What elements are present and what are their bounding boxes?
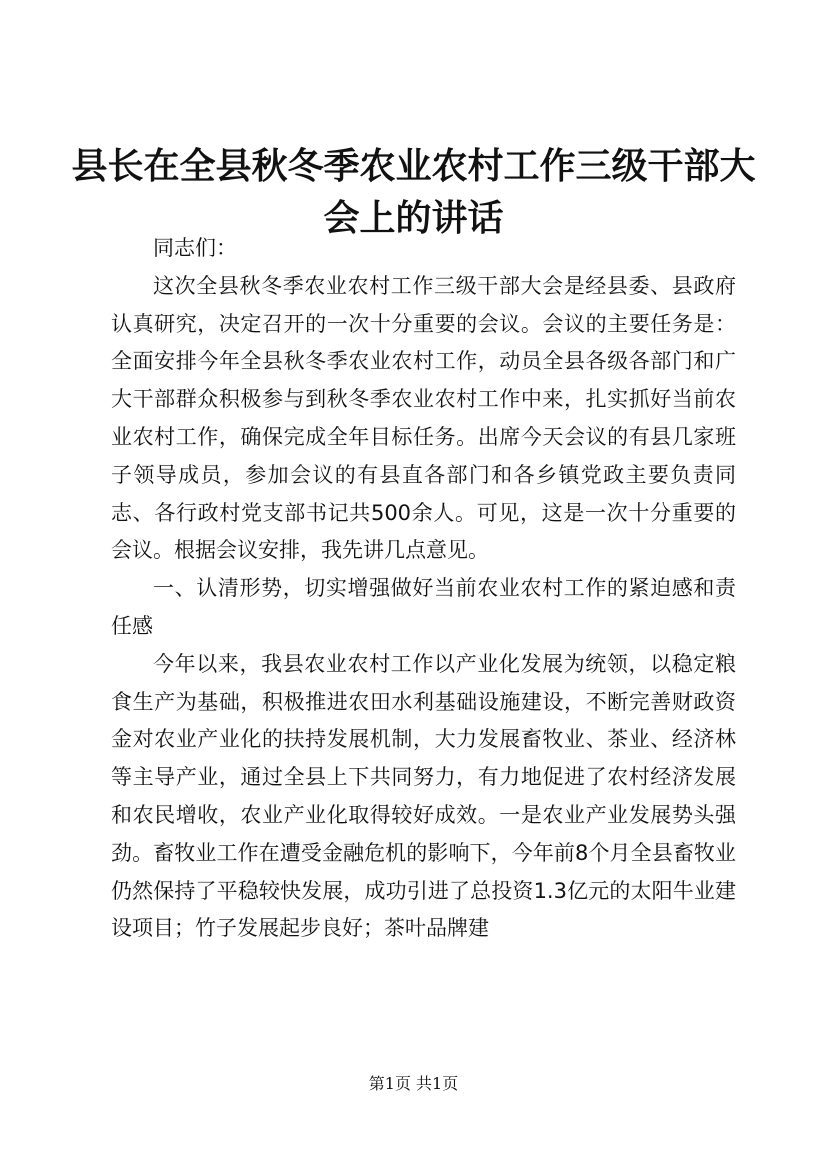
intro-paragraph: 这次全县秋冬季农业农村工作三级干部大会是经县委、县政府认真研究，决定召开的一次十分重要的会议。会议的主要任务是：全面安排今年全县秋冬季农业农村工作，动员全县各级各部门和广大干部群众积极参与到秋冬季农业农村工作中来，扎实抓好当前农业农村工作，确保完成全年目标任务。出席今天会议的有县几家班子领导成员，参加会议的有县直各部门和各乡镇党政主要负责同志、各行政村党支部书记共500余人。可见，这是一次十分重要的会议。根据会议安排，我先讲几点意见。 [111,273,736,563]
page-footer: 第1页 共1页 [368,1074,459,1093]
section-heading-paragraph: 一、认清形势，切实增强做好当前农业农村工作的紧迫感和责任感 [111,576,736,638]
document-title: 县长在全县秋冬季农业农村工作三级干部大会上的讲话 [71,145,756,239]
salutation-paragraph: 同志们： [153,236,237,260]
document-body [111,230,736,948]
situation-paragraph: 今年以来，我县农业农村工作以产业化发展为统领，以稳定粮食生产为基础，积极推进农田水利基础设施建设，不断完善财政资金对农业产业化的扶持发展机制，大力发展畜牧业、茶业、经济林等主导产业，通过全县上下共同努力，有力地促进了农村经济发展和农民增收，农业产业化取得较好成效。一是农业产业发展势头强劲。畜牧业工作在遭受金融危机的影响下，今年前8个月全县畜牧业仍然保持了平稳较快发展，成功引进了总投资1.3亿元的太阳牛业建设项目；竹子发展起步良好；茶叶品牌建 [111,651,736,941]
